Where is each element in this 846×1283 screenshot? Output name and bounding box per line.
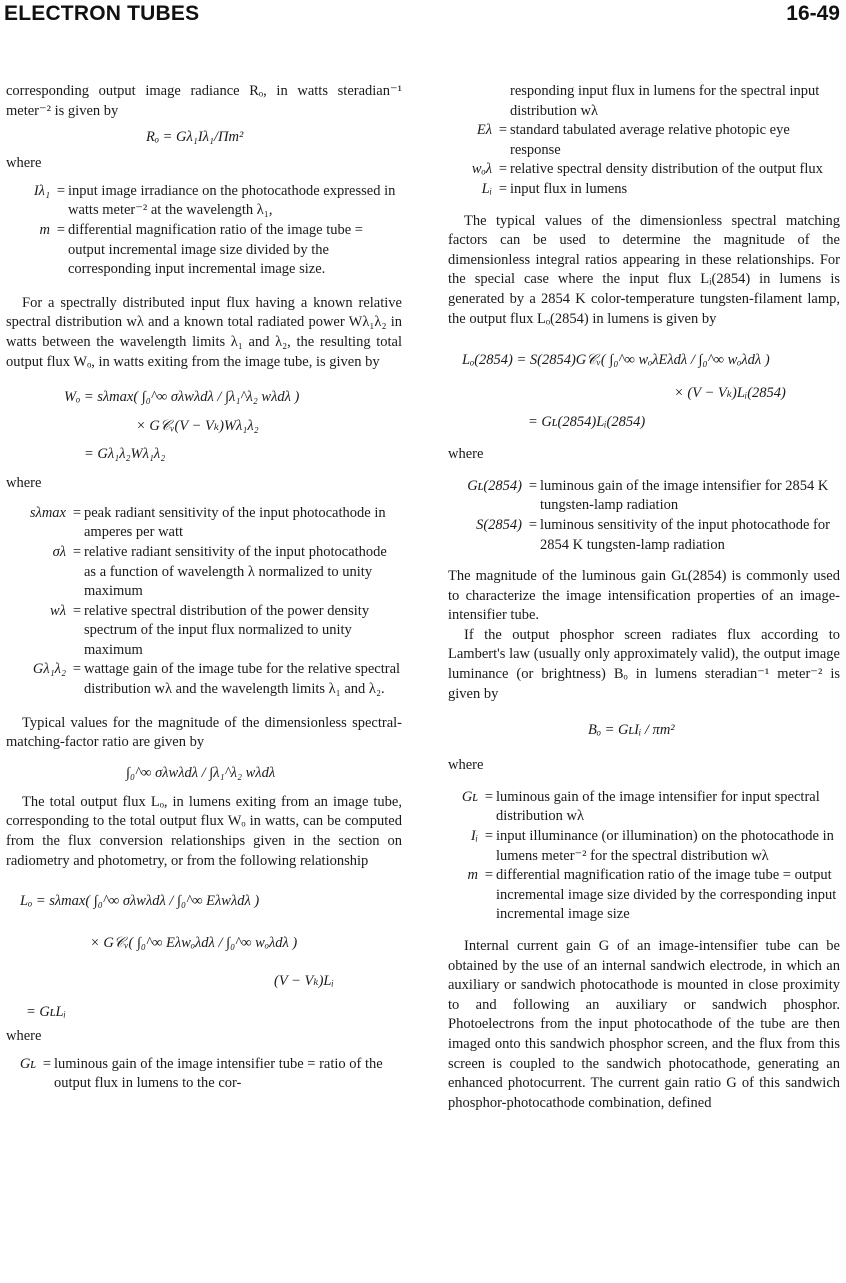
definition-irradiance: Iλ₁ = input image irradiance on the photocathode expressed in watts meter⁻² at the wavelength λ₁,: [6, 182, 402, 221]
running-title: ELECTRON TUBES: [4, 2, 200, 25]
definition-peak-sensitivity: sλmax = peak radiant sensitivity of the input photocathode in amperes per watt: [6, 504, 402, 543]
definition-term: sλmax: [29, 504, 66, 521]
definition-text: relative radiant sensitivity of the input photocathode as a function of wavelength λ normalized to unity maximum: [84, 543, 387, 600]
equation-luminance: Bₒ = GʟIᵢ / πm²: [588, 722, 675, 739]
definition-text: luminous gain of the image intensifier for 2854 K tungsten-lamp radiation: [540, 477, 829, 514]
definition-magnification-2: m = differential magnification ratio of the image tube = output incremental image size divided by the corresponding input incremental image size: [448, 866, 840, 925]
definition-term: Gʟ(2854): [467, 477, 522, 494]
equation-total-output-flux: Wₒ = sλmax( ∫₀^∞ σλwλdλ / ∫λ₁^λ₂ wλdλ ) × G𝒞ᵥ(V − Vₖ)Wλ₁λ₂ = Gλ₁λ₂Wλ₁λ₂: [64, 389, 300, 463]
definition-term: Gʟ: [19, 1055, 36, 1072]
paragraph-matching-values: The typical values of the dimensionless spectral matching factors can be used to determine the magnitude of the dimensionless integral ratios appearing in these relationships. For the special case where the input flux Lᵢ(2854) in lumens is generated by a 2854 K color-temperature tungsten-filament lamp, the output flux Lₒ(2854) in lumens is given by: [448, 212, 840, 327]
definition-relative-sensitivity: σλ = relative radiant sensitivity of the input photocathode as a function of wavelength λ normalized to unity maximum: [6, 543, 402, 602]
definition-text: relative spectral distribution of the power density spectrum of the input flux normalized to unity maximum: [84, 602, 370, 658]
paragraph-luminous-gain: The magnitude of the luminous gain Gʟ(2854) is commonly used to characterize the image intensification properties of an image-intensifier tube.: [448, 568, 840, 624]
definition-term: m: [39, 221, 50, 238]
definition-text: wattage gain of the image tube for the relative spectral distribution wλ and the wavelength limits λ₁ and λ₂.: [84, 661, 401, 698]
definition-eye-response: Eλ = standard tabulated average relative photopic eye response: [448, 121, 840, 160]
definition-luminous-gain: Gʟ = luminous gain of the image intensifier tube = ratio of the output flux in lumens to the cor-: [6, 1055, 402, 1094]
paragraph-lumens-output: The total output flux Lₒ, in lumens exiting from an image tube, corresponding to the total output flux Wₒ in watts, can be computed from the flux conversion relationships given in the section on radiometry and photometry, or from the following relationship: [6, 793, 402, 869]
definition-text: luminous sensitivity of the input photocathode for 2854 K tungsten-lamp radiation: [540, 516, 830, 553]
definition-term: Iᵢ: [470, 828, 478, 845]
definition-term: m: [467, 867, 478, 884]
definition-spectral-distribution: wλ = relative spectral distribution of the power density spectrum of the input flux normalized to unity maximum: [6, 602, 402, 661]
definition-term: wₒλ: [471, 161, 492, 178]
right-column: [448, 82, 840, 1113]
definition-magnification: m = differential magnification ratio of the image tube = output incremental image size divided by the corresponding input incremental image size.: [6, 221, 402, 280]
paragraph-internal-gain: Internal current gain G of an image-intensifier tube can be obtained by the use of an internal sandwich electrode, in which an auxiliary or sandwich photocathode is mounted in close proximity to and following an auxiliary or sandwich phosphor. Photoelectrons from the input photocathode of the tube are then imaged onto this sandwich phosphor screen, and the flux from this screen is coupled to the sandwich photocathode, generating an enhanced photocurrent. The current gain ratio G of this sandwich phosphor-photocathode combination, defined: [448, 938, 840, 1111]
definition-text: input flux in lumens: [510, 180, 628, 197]
where-label: where: [6, 475, 42, 492]
definition-term: Gʟ: [461, 788, 478, 805]
definition-text: standard tabulated average relative photopic eye response: [510, 122, 790, 158]
definition-list-1: [6, 182, 402, 280]
paragraph-matching-factor: Typical values for the magnitude of the dimensionless spectral-matching-factor ratio are given by: [6, 714, 402, 751]
equation-lumens-output: Lₒ = sλmax( ∫₀^∞ σλwλdλ / ∫₀^∞ Eλwλdλ ) × G𝒞ᵥ( ∫₀^∞ Eλwₒλdλ / ∫₀^∞ wₒλdλ ) (V − Vₖ)Lᵢ = GʟLᵢ: [20, 893, 334, 1021]
where-label: where: [448, 757, 484, 774]
definition-term: Eλ: [476, 122, 492, 139]
where-label: where: [6, 155, 42, 172]
definition-term: σλ: [52, 543, 66, 560]
definition-text: responding input flux in lumens for the spectral input distribution wλ: [510, 83, 820, 119]
definition-text: input illuminance (or illumination) on the photocathode in lumens meter⁻² for the spectral distribution wλ: [496, 828, 834, 864]
definition-text: relative spectral density distribution of the output flux: [510, 161, 823, 178]
paragraph-spectral-flux: For a spectrally distributed input flux having a known relative spectral distribution wλ and a known total radiated power Wλ₁λ₂ in watts between the wavelength limits λ₁ and λ₂, the resulting total output flux Wₒ, in watts exiting from the image tube, is given by: [6, 294, 402, 370]
paragraph-lambert: If the output phosphor screen radiates flux according to Lambert's law (usually only approximately valid), the output image luminance (or brightness) Bₒ in lumens steradian⁻¹ meter⁻² is given by: [448, 626, 840, 702]
equation-2854-output: Lₒ(2854) = S(2854)G𝒞ᵥ( ∫₀^∞ wₒλEλdλ / ∫₀^∞ wₒλdλ ) × (V − Vₖ)Lᵢ(2854) = Gʟ(2854)Lᵢ(2854): [462, 352, 786, 431]
definition-text: differential magnification ratio of the image tube = output incremental image size divided by the corresponding input incremental image size.: [68, 221, 363, 278]
definition-term: S(2854): [476, 516, 522, 533]
definition-illuminance: Iᵢ = input illuminance (or illumination) on the photocathode in lumens meter⁻² for the spectral distribution wλ: [448, 827, 840, 866]
where-label: where: [6, 1028, 42, 1045]
definition-text: differential magnification ratio of the image tube = output incremental image size divided by the corresponding input incremental image size: [496, 867, 837, 923]
definition-list-luminance: [448, 788, 840, 925]
definition-text: luminous gain of the image intensifier for input spectral distribution wλ: [496, 788, 820, 825]
page-number: 16-49: [786, 2, 840, 25]
definition-2854-gain: Gʟ(2854) = luminous gain of the image intensifier for 2854 K tungsten-lamp radiation: [448, 477, 840, 516]
definition-term: wλ: [50, 602, 66, 619]
definition-text: luminous gain of the image intensifier tube = ratio of the output flux in lumens to the cor-: [54, 1055, 383, 1092]
definition-input-flux: Lᵢ = input flux in lumens: [448, 180, 840, 200]
definition-text: peak radiant sensitivity of the input photocathode in amperes per watt: [84, 504, 386, 541]
definition-term: Iλ₁: [33, 182, 50, 199]
definition-continuation: [448, 82, 840, 121]
definition-gain-luminance: Gʟ = luminous gain of the image intensifier for input spectral distribution wλ: [448, 788, 840, 827]
definition-list-2: [6, 504, 402, 700]
definition-wattage-gain: Gλ₁λ₂ = wattage gain of the image tube for the relative spectral distribution wλ and the wavelength limits λ₁ and λ₂.: [6, 660, 402, 699]
equation-matching-ratio: ∫₀^∞ σλwλdλ / ∫λ₁^λ₂ wλdλ: [126, 764, 276, 781]
definition-2854-sensitivity: S(2854) = luminous sensitivity of the input photocathode for 2854 K tungsten-lamp radiation: [448, 516, 840, 555]
definition-term: Lᵢ: [481, 180, 492, 197]
definition-term: Gλ₁λ₂: [32, 661, 66, 678]
intro-paragraph: corresponding output image radiance Rₒ, in watts steradian⁻¹ meter⁻² is given by: [6, 83, 402, 119]
page-header: [0, 0, 846, 34]
where-label: where: [448, 446, 484, 463]
definition-output-density: wₒλ = relative spectral density distribution of the output flux: [448, 160, 840, 180]
definition-text: input image irradiance on the photocathode expressed in watts meter⁻² at the wavelength λ₁,: [68, 182, 396, 219]
left-column: [6, 82, 402, 1094]
equation-output-radiance: Rₒ = Gλ₁Iλ₁/Πm²: [146, 129, 244, 146]
